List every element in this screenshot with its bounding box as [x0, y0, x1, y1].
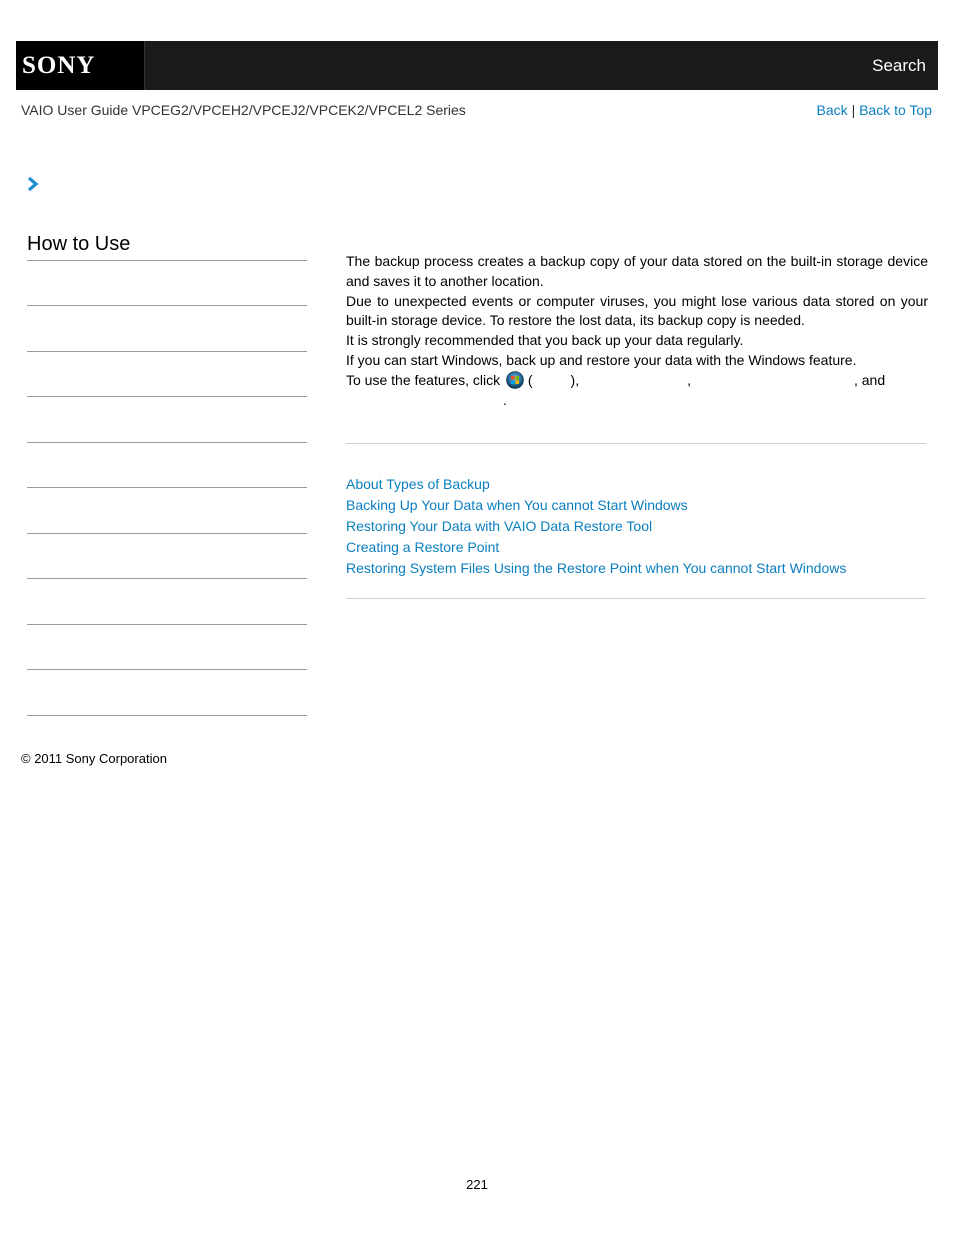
page-number: 221 [466, 1177, 488, 1192]
link-restoring-data-vaio-tool[interactable]: Restoring Your Data with VAIO Data Restore Tool [346, 518, 653, 534]
copyright: © 2011 Sony Corporation [21, 751, 167, 766]
content-divider [346, 598, 926, 599]
content-divider [346, 443, 926, 444]
sidebar-divider [27, 578, 307, 579]
main-content [346, 252, 928, 410]
sidebar-divider [27, 442, 307, 443]
top-bar [16, 41, 938, 90]
intro-paragraph: The backup process creates a backup copy of your data stored on the built-in storage device and saves it to another location. [346, 253, 928, 289]
chevron-right-icon [26, 176, 40, 192]
sidebar-divider [27, 487, 307, 488]
paren-close: ), [570, 371, 580, 388]
sentence-period: . [503, 391, 507, 408]
section-title: How to Use [27, 233, 131, 255]
sony-logo [16, 41, 145, 90]
and-separator: , and [853, 371, 886, 388]
link-about-types-of-backup[interactable]: About Types of Backup [346, 476, 490, 492]
sony-logo-text: SONY [22, 52, 96, 79]
instruction-paragraph [346, 371, 928, 411]
windows-feature-paragraph: If you can start Windows, back up and restore your data with the Windows feature. [346, 351, 857, 368]
link-creating-restore-point[interactable]: Creating a Restore Point [346, 539, 500, 555]
search-button[interactable]: Search [872, 56, 926, 75]
paren-open: ( [527, 371, 533, 388]
link-restoring-system-files[interactable]: Restoring System Files Using the Restore Point when You cannot Start Windows [346, 560, 847, 576]
sidebar-divider [27, 260, 307, 261]
sidebar-divider [27, 396, 307, 397]
comma-separator: , [687, 371, 691, 388]
sidebar-divider [27, 715, 307, 716]
recommendation-paragraph: It is strongly recommended that you back up your data regularly. [346, 332, 744, 349]
related-links [346, 474, 846, 579]
link-backing-up-data[interactable]: Backing Up Your Data when You cannot Start Windows [346, 497, 688, 513]
sidebar-divider [27, 305, 307, 306]
top-nav-links [817, 102, 932, 118]
sidebar-divider [27, 351, 307, 352]
windows-start-icon [506, 371, 524, 389]
sidebar-divider [27, 533, 307, 534]
nav-separator: | [851, 102, 856, 118]
back-to-top-link[interactable]: Back to Top [859, 102, 932, 118]
back-link[interactable]: Back [816, 102, 848, 118]
data-loss-paragraph: Due to unexpected events or computer viruses, you might lose various data stored on your built-in storage device. To restore the lost data, its backup copy is needed. [346, 292, 928, 329]
guide-title: VAIO User Guide VPCEG2/VPCEH2/VPCEJ2/VPCEK2/VPCEL2 Series [21, 102, 466, 118]
instruction-prefix: To use the features, click [346, 371, 501, 388]
sidebar-divider [27, 669, 307, 670]
sidebar-divider [27, 624, 307, 625]
